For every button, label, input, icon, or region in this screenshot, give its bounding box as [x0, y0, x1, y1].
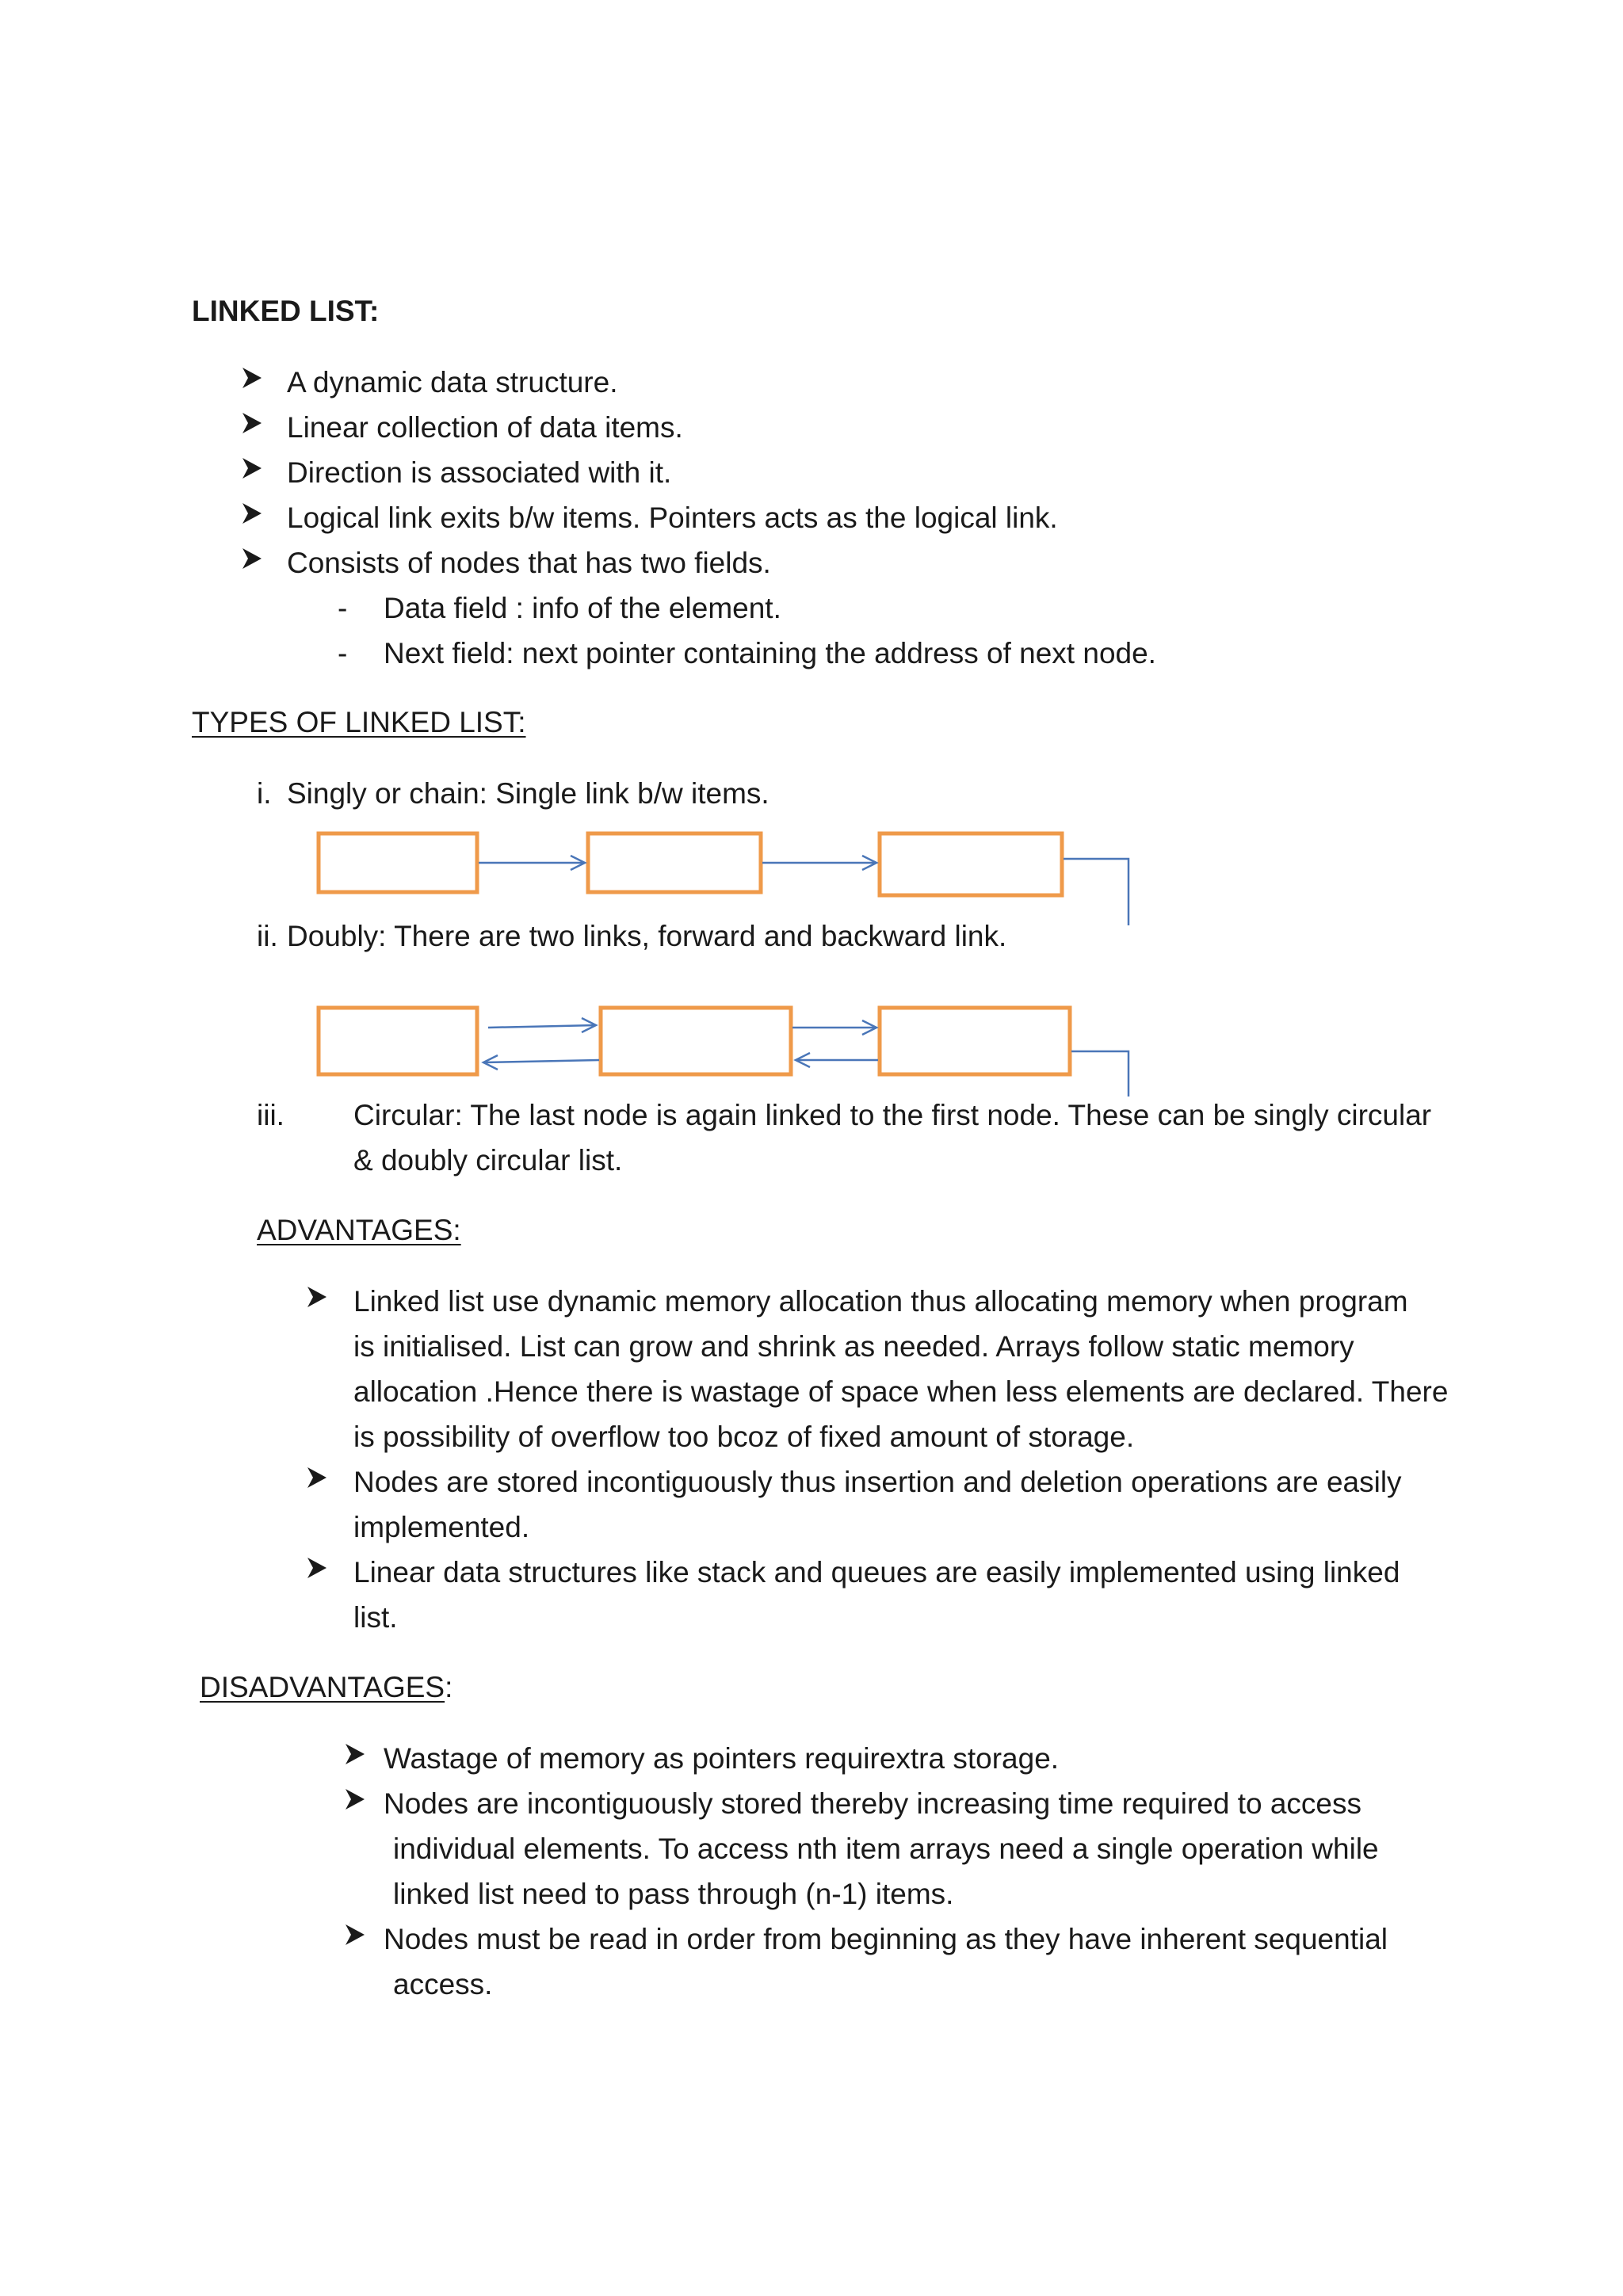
advantages-heading: ADVANTAGES:	[257, 1214, 461, 1246]
list-item: Linked list use dynamic memory allocation thus allocating memory when program	[353, 1285, 1408, 1318]
list-item: is initialised. List can grow and shrink as needed. Arrays follow static memory	[353, 1330, 1354, 1363]
list-item: linked list need to pass through (n-1) items.	[393, 1878, 954, 1910]
type-number: ii.	[257, 920, 278, 952]
disadvantages-heading-text: DISADVANTAGES	[200, 1671, 445, 1703]
list-item: implemented.	[353, 1511, 530, 1543]
list-item: Nodes are stored incontiguously thus insertion and deletion operations are easily	[353, 1466, 1402, 1498]
type-text: Circular: The last node is again linked to the first node. These can be singly circular	[353, 1099, 1432, 1131]
dash-marker: -	[338, 637, 348, 669]
list-item: Linear collection of data items.	[287, 411, 683, 444]
list-item: access.	[393, 1968, 493, 2000]
type-text: Doubly: There are two links, forward and backward link.	[287, 920, 1007, 952]
type-text: Singly or chain: Single link b/w items.	[287, 777, 769, 810]
type-number: i.	[257, 777, 272, 810]
arrowhead-bullet-icon	[307, 1467, 327, 1488]
list-item: is possibility of overflow too bcoz of fixed amount of storage.	[353, 1421, 1135, 1453]
list-item: Consists of nodes that has two fields.	[287, 547, 771, 579]
arrowhead-bullet-icon	[346, 1924, 365, 1945]
arrowhead-bullet-icon	[346, 1789, 365, 1810]
list-item: Nodes must be read in order from beginning as they have inherent sequential	[384, 1923, 1388, 1955]
disadvantages-heading	[192, 1672, 453, 1702]
list-item: Next field: next pointer containing the address of next node.	[384, 637, 1156, 669]
list-item: individual elements. To access nth item arrays need a single operation while	[393, 1833, 1379, 1865]
list-item: Direction is associated with it.	[287, 456, 672, 489]
list-item: A dynamic data structure.	[287, 366, 618, 399]
type-text: & doubly circular list.	[353, 1144, 623, 1177]
disadvantages-heading-colon: :	[445, 1671, 453, 1703]
types-heading: TYPES OF LINKED LIST:	[192, 706, 526, 738]
page-title: LINKED LIST:	[192, 295, 380, 327]
dash-marker: -	[338, 592, 348, 624]
node-box	[880, 1008, 1070, 1074]
backward-link-arrow	[483, 1060, 599, 1062]
arrowhead-bullet-icon	[307, 1287, 327, 1307]
list-item: list.	[353, 1601, 398, 1634]
null-terminator-line	[1071, 1051, 1128, 1097]
list-item: allocation .Hence there is wastage of space when less elements are declared. There	[353, 1375, 1449, 1408]
list-item: Linear data structures like stack and queues are easily implemented using linked	[353, 1556, 1400, 1589]
forward-link-arrow	[488, 1025, 596, 1028]
node-box	[319, 1008, 477, 1074]
node-box	[601, 1008, 791, 1074]
list-item: Wastage of memory as pointers requirextra storage.	[384, 1742, 1060, 1775]
list-item: Nodes are incontiguously stored thereby increasing time required to access	[384, 1787, 1361, 1820]
type-number: iii.	[257, 1099, 285, 1131]
arrowhead-bullet-icon	[346, 1744, 365, 1764]
list-item: Data field : info of the element.	[384, 592, 781, 624]
arrowhead-bullet-icon	[307, 1558, 327, 1578]
list-item: Logical link exits b/w items. Pointers acts as the logical link.	[287, 502, 1058, 534]
